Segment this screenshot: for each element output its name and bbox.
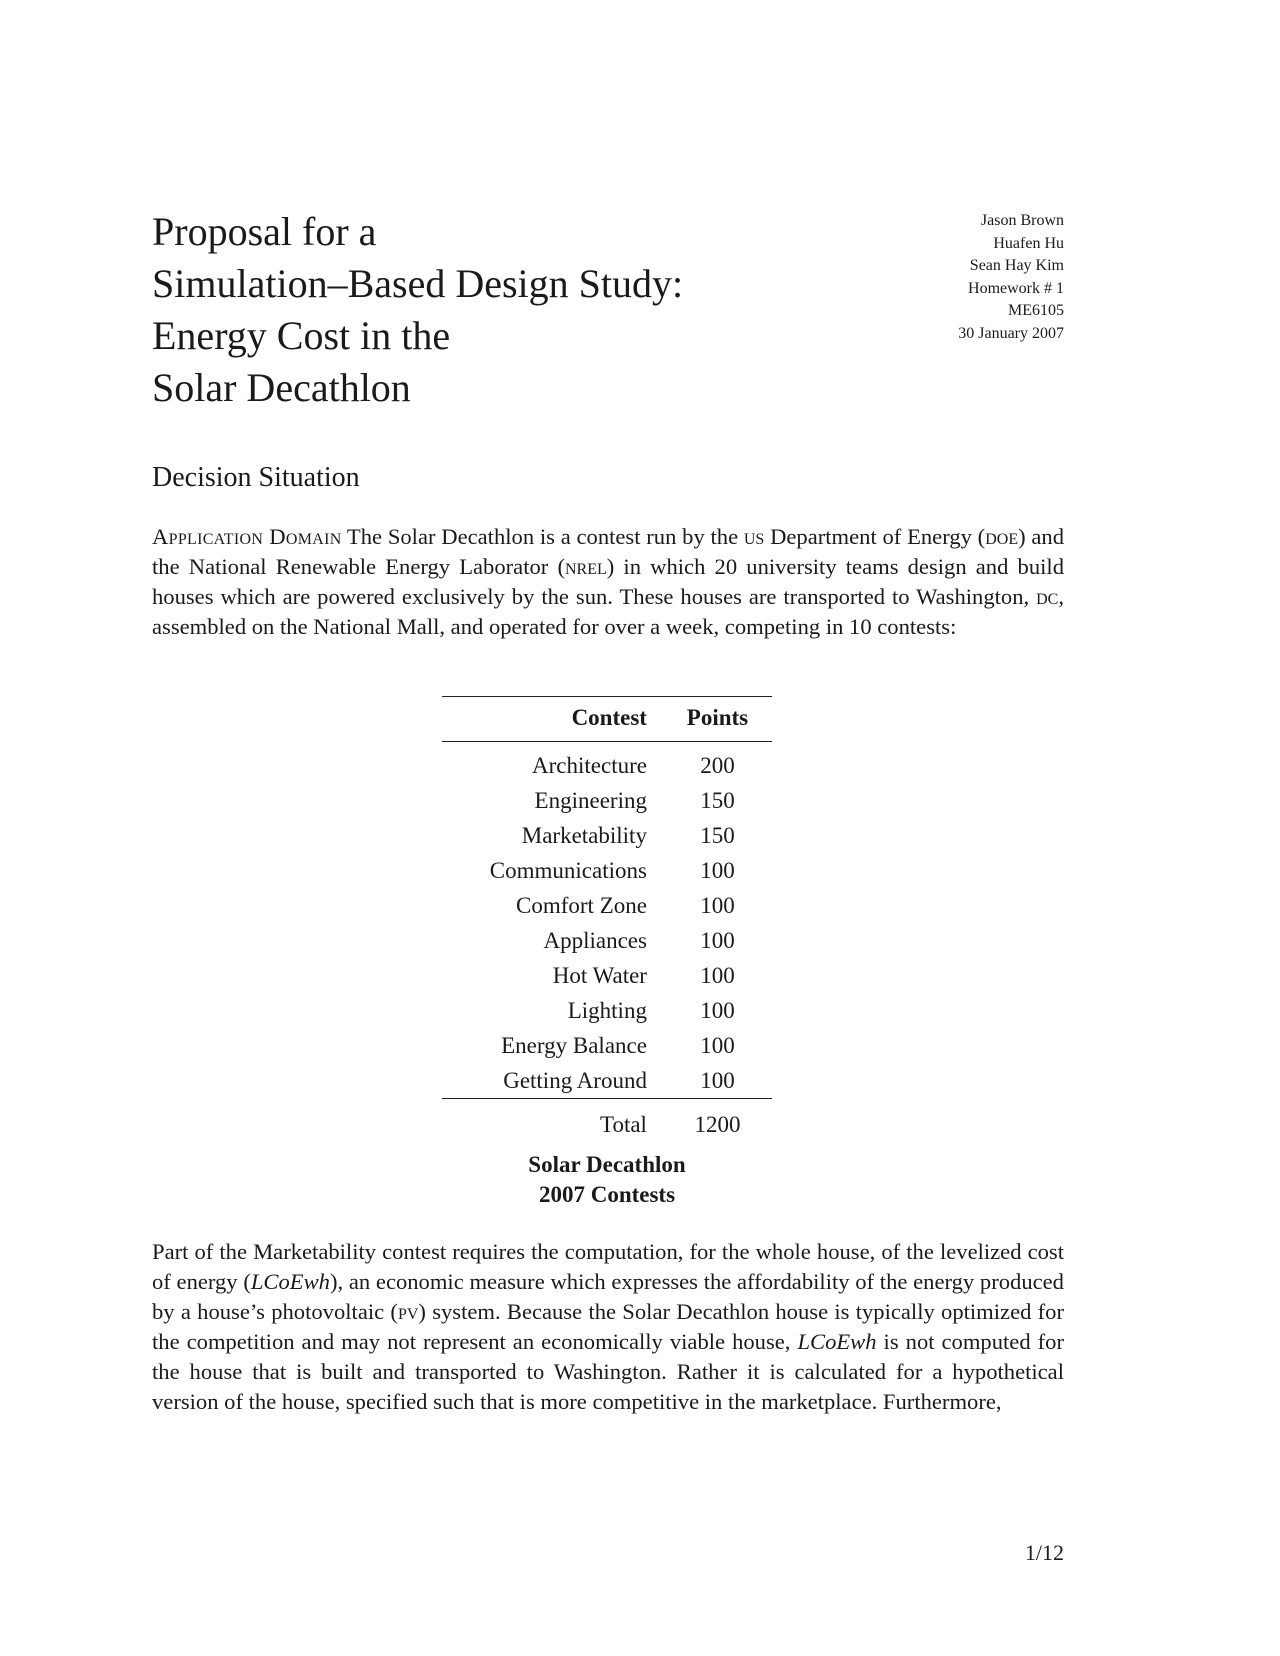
table-caption	[442, 1150, 772, 1210]
contest-cell: Energy Balance	[501, 1032, 647, 1058]
points-cell: 100	[700, 997, 735, 1023]
table-row	[442, 783, 772, 818]
contest-cell: Appliances	[543, 927, 647, 953]
text-run: Part of the Marketability contest requires the computation, for the whole house, of the levelized cost of energy (	[152, 1239, 1064, 1294]
abbreviation-nrel: nrel	[564, 554, 607, 579]
contest-cell: Comfort Zone	[516, 892, 647, 918]
text-run: ), an economic measure which expresses the affordability of the energy produced by a house’s photovoltaic (	[152, 1269, 1064, 1324]
table-row	[442, 818, 772, 853]
column-header-contest: Contest	[571, 705, 647, 730]
points-cell: 100	[700, 892, 735, 918]
contest-points-table	[442, 696, 772, 1142]
title-line: Simulation–Based Design Study:	[152, 261, 684, 306]
points-cell: 150	[700, 787, 735, 813]
text-run: ) in which 20 university teams design and build houses which are powered exclusively by the sun. These houses are transported to Washington,	[152, 554, 1064, 609]
text-run: Department of Energy (	[764, 524, 986, 549]
points-cell: 100	[700, 927, 735, 953]
author-block	[958, 210, 1064, 345]
contest-cell: Architecture	[532, 752, 647, 778]
total-value: 1200	[694, 1111, 741, 1137]
text-run: ) system. Because the Solar Decathlon house is typically optimized for the competition and may not represent an economically viable house,	[152, 1299, 1065, 1354]
column-header-points: Points	[686, 705, 749, 730]
title-line: Solar Decathlon	[152, 365, 411, 410]
table-total-row	[442, 1099, 772, 1143]
paragraph-marketability	[152, 1237, 1064, 1417]
page-number: 1/12	[1024, 1540, 1064, 1565]
contest-cell: Hot Water	[552, 962, 647, 988]
author-name: Huafen Hu	[993, 234, 1064, 252]
text-run: is not computed for the house that is built and transported to Washington. Rather it is calculated for a hypothetical version of the house, specified such that is more competitive in the marketplace. Furthermore,	[152, 1329, 1064, 1414]
author-name: Sean Hay Kim	[969, 257, 1064, 274]
text-run: , assembled on the National Mall, and operated for over a week, competing in 10 contests:	[152, 584, 1064, 639]
math-lcoewh: LCoEwh	[250, 1269, 330, 1294]
course-code: ME6105	[1008, 302, 1064, 319]
paragraph-application-domain	[152, 522, 1064, 642]
author-name: Jason Brown	[980, 212, 1064, 229]
abbreviation-pv: pv	[397, 1299, 419, 1324]
table-row	[442, 993, 772, 1028]
points-cell: 150	[700, 822, 735, 848]
title-line: Proposal for a	[152, 209, 377, 254]
contest-cell: Engineering	[534, 787, 647, 813]
table-row	[442, 1063, 772, 1099]
abbreviation-doe: doe	[985, 524, 1019, 549]
contest-cell: Communications	[489, 857, 647, 883]
table-row	[442, 1028, 772, 1063]
points-cell: 100	[700, 1067, 735, 1093]
table-row	[442, 923, 772, 958]
points-cell: 100	[700, 962, 735, 988]
paragraph-lead-label: Application Domain	[152, 524, 342, 549]
table-row	[442, 853, 772, 888]
math-lcoewh: LCoEwh	[797, 1329, 877, 1354]
document-title	[152, 206, 683, 414]
contest-cell: Getting Around	[503, 1067, 647, 1093]
document-date: 30 January 2007	[958, 324, 1064, 342]
contest-cell: Marketability	[521, 822, 647, 848]
table-row	[442, 958, 772, 993]
assignment-label: Homework # 1	[968, 279, 1064, 297]
caption-line: Solar Decathlon	[528, 1152, 686, 1177]
table-row	[442, 888, 772, 923]
abbreviation-dc: dc	[1036, 584, 1059, 609]
text-run: The Solar Decathlon is a contest run by the	[341, 524, 744, 549]
total-label: Total	[600, 1111, 647, 1137]
table-row	[442, 742, 772, 784]
abbreviation-us: us	[743, 524, 765, 549]
table-header-row	[442, 697, 772, 742]
caption-line: 2007 Contests	[538, 1182, 676, 1207]
text-run: ) and the National Renewable Energy Laborator (	[152, 524, 1065, 579]
points-cell: 200	[700, 752, 735, 778]
points-cell: 100	[700, 1032, 735, 1058]
contest-cell: Lighting	[567, 997, 647, 1023]
title-line: Energy Cost in the	[152, 313, 451, 358]
section-heading: Decision Situation	[152, 462, 360, 493]
points-cell: 100	[700, 857, 735, 883]
